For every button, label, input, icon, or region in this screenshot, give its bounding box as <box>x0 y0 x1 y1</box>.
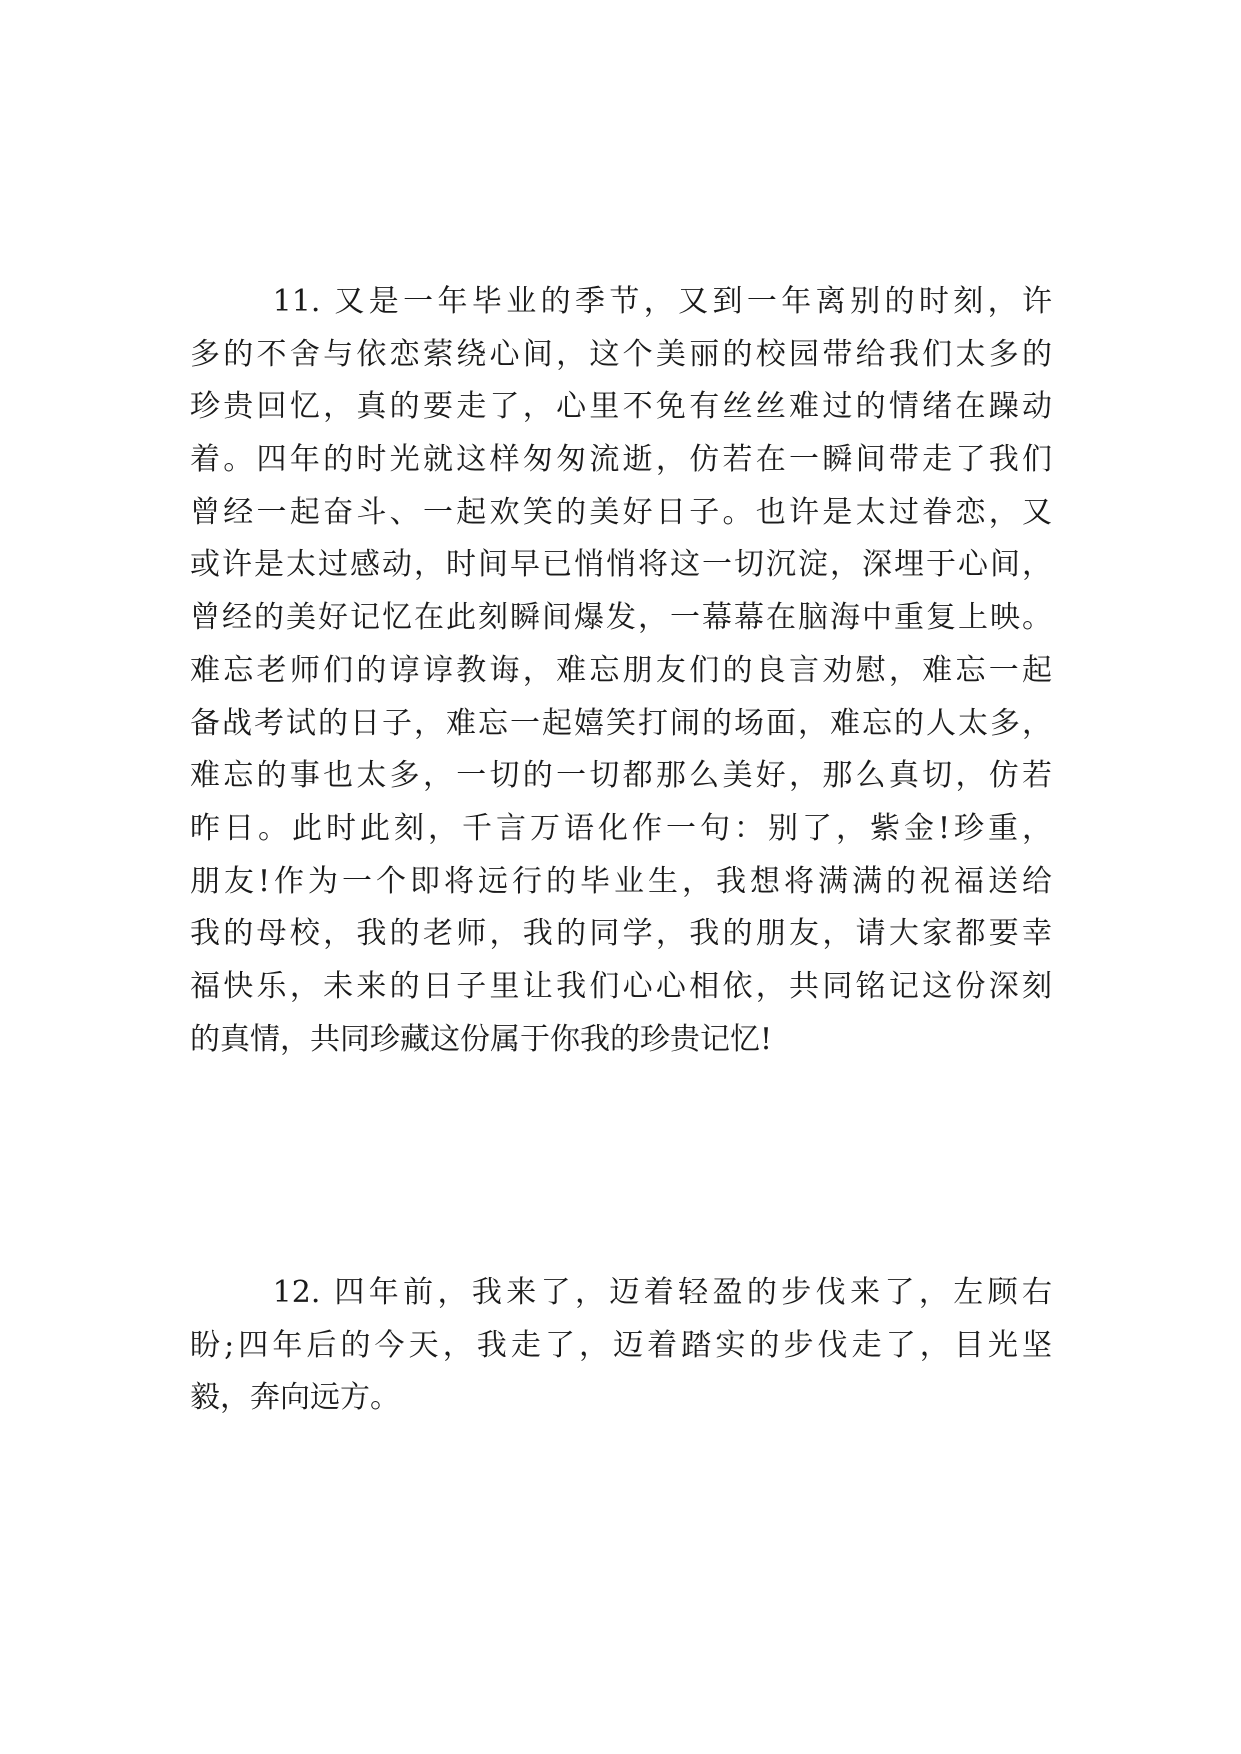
paragraph-line: 难忘的事也太多，一切的一切都那么美好，那么真切，仿若 <box>190 758 1052 794</box>
paragraph-12 <box>190 1267 1052 1425</box>
paragraph-line: 或许是太过感动，时间早已悄悄将这一切沉淀，深埋于心间， <box>190 547 1052 583</box>
paragraph-line: 福快乐，未来的日子里让我们心心相依，共同铭记这份深刻 <box>190 968 1052 1004</box>
paragraph-line: 多的不舍与依恋萦绕心间，这个美丽的校园带给我们太多的 <box>190 336 1052 372</box>
paragraph-line: 曾经一起奋斗、一起欢笑的美好日子。也许是太过眷恋，又 <box>190 494 1052 530</box>
paragraph-line: 11. 又是一年毕业的季节，又到一年离别的时刻，许 <box>190 284 1052 319</box>
paragraph-line: 朋友!作为一个即将远行的毕业生，我想将满满的祝福送给 <box>190 863 1052 899</box>
paragraph-line: 盼;四年后的今天，我走了，迈着踏实的步伐走了，目光坚 <box>190 1327 1052 1363</box>
paragraph-line: 毅，奔向远方。 <box>190 1380 400 1416</box>
paragraph-line: 备战考试的日子，难忘一起嬉笑打闹的场面，难忘的人太多， <box>190 705 1052 741</box>
paragraph-11 <box>190 276 1052 1066</box>
paragraph-line: 着。四年的时光就这样匆匆流逝，仿若在一瞬间带走了我们 <box>190 442 1052 478</box>
paragraph-line: 的真情，共同珍藏这份属于你我的珍贵记忆! <box>190 1021 773 1057</box>
paragraph-line: 珍贵回忆，真的要走了，心里不免有丝丝难过的情绪在躁动 <box>190 389 1052 425</box>
paragraph-line: 昨日。此时此刻，千言万语化作一句：别了，紫金!珍重， <box>190 810 1052 846</box>
paragraph-line: 我的母校，我的老师，我的同学，我的朋友，请大家都要幸 <box>190 916 1052 952</box>
paragraph-line: 难忘老师们的谆谆教诲，难忘朋友们的良言劝慰，难忘一起 <box>190 652 1052 688</box>
paragraph-line: 曾经的美好记忆在此刻瞬间爆发，一幕幕在脑海中重复上映。 <box>190 600 1052 636</box>
paragraph-line: 12. 四年前，我来了，迈着轻盈的步伐来了，左顾右 <box>190 1275 1052 1310</box>
